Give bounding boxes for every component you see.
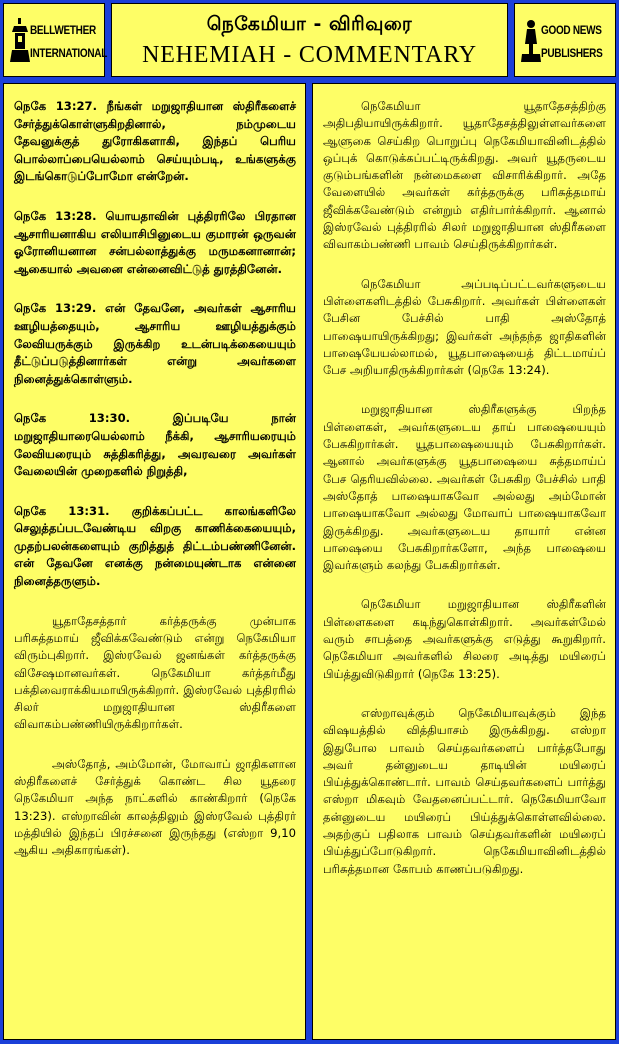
logo-line-2: PUBLISHERS: [541, 47, 603, 61]
publisher-logo-right: [514, 3, 616, 77]
verse-13-28: நெகே 13:28. யொயதாவின் புத்திரரிலே பிரதான ஆசாரியனாகிய எலியாசிபினுடைய குமாரன் ஒருவன் ஓரோனியனான சன்பல்லாத்துக்கு மருமகனானான்; ஆகையால் அவனை என்னைவிட்டுத் துரத்தினேன்.: [14, 208, 296, 276]
commentary-paragraph: நெகேமியா யூதாதேசத்திற்கு அதிபதியாயிருக்கிறார். யூதாதேசத்திலுள்ளவர்களை ஆளுகை செய்கிற பொறுப்பு நெகேமியாவினிடத்தில் ஒப்புக் கொடுக்கப்பட்டிருக்கிறது. அவர் யூதருடைய குடும்பங்களின் நன்மைகளை விசாரிக்கிறார். அதே வேளையில் அவர்கள் கர்த்தருக்கு பரிசுத்தமாய் ஜீவிக்கவேண்டும் என்றும் எதிர்பார்க்கிறார். ஆனால் இஸ்ரவேல் புத்திரரில் சிலர் மறுஜாதியான ஸ்திரீகளை விவாகம்பண்ணி பாவம் செய்திருக்கிறார்கள்.: [323, 99, 606, 252]
header-bar: [3, 3, 616, 77]
bell-tower-icon: [10, 18, 30, 62]
page-title-tamil: நெகேமியா - விரிவுரை: [206, 13, 413, 35]
title-box: [111, 3, 508, 77]
commentary-paragraph: அஸ்தோத், அம்மோன், மோவாப் ஜாதிகளான ஸ்திரீகளைச் சேர்த்துக் கொண்ட சில யூதரை நெகேமியா அந்த நாட்களில் காண்கிறார் (நெகே 13:23). எஸ்றாவின் காலத்திலும் இஸ்ரவேல் புத்திரர் மத்தியில் இந்தப் பிரச்சனை இருந்தது (எஸ்றா 9,10 ஆகிய அதிகாரங்கள்).: [14, 756, 296, 858]
commentary-paragraph: நெகேமியா அப்படிப்பட்டவர்களுடைய பிள்ளைகளிடத்தில் பேசுகிறார். அவர்கள் பிள்ளைகள் பேசின பேச்சில் பாதி அஸ்தோத் பாஷையாயிருக்கிறது; இவர்கள் அந்தந்த ஜாதிகளின் பாஷையேயல்லாமல், யூதபாஷையைத் திட்டமாய்ப் பேச அறியாதிருக்கிறார்கள் (நெகே 13:24).: [323, 276, 606, 378]
good-news-logo: [519, 12, 611, 68]
commentary-paragraph: நெகேமியா மறுஜாதியான ஸ்திரீகளின் பிள்ளைகளை கடிந்துகொள்கிறார். அவர்கள்மேல் வரும் சாபத்தை அவர்களுக்கு எடுத்து கூறுகிறார். நெகேமியா அவர்களில் சிலரை அடித்து மயிரைப் பிய்த்துவிடுகிறார் (நெகே 13:25).: [323, 597, 606, 681]
publisher-logo-left: [3, 3, 108, 77]
commentary-paragraph: யூதாதேசத்தார் கர்த்தருக்கு முன்பாக பரிசுத்தமாய் ஜீவிக்கவேண்டும் என்று நெகேமியா விரும்புகிறார். இஸ்ரவேல் ஜனங்கள் கர்த்தருக்கு விசேஷமானவர்கள். நெகேமியா கர்த்தர்மீது பக்திவைராக்கியமாயிருக்கிறார். இஸ்ரவேல் புத்திரரில் சிலர் மறுஜாதியான ஸ்திரீகளை விவாகம்பண்ணியிருக்கிறார்கள்.: [14, 613, 296, 732]
verse-13-30: நெகே 13:30. இப்படியே நான் மறுஜாதியாரையெல்லாம் நீக்கி, ஆசாரியரையும் லேவியரையும் சுத்திகரித்து, அவரவரை அவர்கள் வேலையின் முறைகளில் நிறுத்தி,: [14, 411, 296, 479]
logo-line-1: BELLWETHER: [30, 24, 96, 38]
right-column: [312, 83, 616, 1040]
logo-line-1: GOOD NEWS: [541, 24, 602, 38]
verse-13-31: நெகே 13:31. குறிக்கப்பட்ட காலங்களிலே செலுத்தப்படவேண்டிய விறகு காணிக்கையையும், முதற்பலன்களையும் குறித்துத் திட்டம்பண்ணினேன். என் தேவனே எனக்கு நன்மையுண்டாக என்னை நினைத்தருளும்.: [14, 503, 296, 589]
page-title-english: NEHEMIAH - COMMENTARY: [142, 42, 477, 68]
bellwether-logo: [8, 12, 108, 68]
logo-line-2: INTERNATIONAL: [30, 47, 108, 61]
lamp-icon: [521, 18, 541, 62]
good-news-logo-text: [541, 20, 613, 66]
verse-13-27: நெகே 13:27. நீங்கள் மறுஜாதியான ஸ்திரீகளைச் சேர்த்துக்கொள்ளுகிறதினால், நம்முடைய தேவனுக்குத் துரோகிகளாகி, இந்தப் பெரிய பொல்லாப்பையெல்லாம் செய்யும்படி, உங்களுக்கு இடங்கொடுப்போமோ என்றேன்.: [14, 99, 296, 184]
commentary-paragraph: எஸ்றாவுக்கும் நெகேமியாவுக்கும் இந்த விஷயத்தில் வித்தியாசம் இருக்கிறது. எஸ்றா இதுபோல பாவம் செய்தவர்களைப் பார்த்தபோது அவர் தன்னுடைய தாடியின் மயிரைப் பிய்த்துக்கொண்டார். பாவம் செய்தவர்களைப் பார்த்து எஸ்றா மிகவும் வேதனைப்பட்டார். நெகேமியாவோ தன்னுடைய மயிரைப் பிய்த்துக்கொள்ளவில்லை. அதற்குப் பதிலாக பாவம் செய்தவர்களின் மயிரைப் பிய்த்துப்போடுகிறார். நெகேமியாவினிடத்தில் பரிசுத்தமான கோபம் காணப்படுகிறது.: [323, 705, 606, 876]
bellwether-logo-text: [30, 20, 108, 66]
left-column: [3, 83, 306, 1040]
verse-13-29: நெகே 13:29. என் தேவனே, அவர்கள் ஆசாரிய ஊழியத்தையும், ஆசாரிய ஊழியத்துக்கும் லேவியருக்கும் இருக்கிற உடன்படிக்கையையும் தீட்டுப்படுத்தினார்கள் என்று அவர்களை நினைத்துக்கொள்ளும்.: [14, 301, 296, 386]
commentary-paragraph: மறுஜாதியான ஸ்திரீகளுக்கு பிறந்த பிள்ளைகள், அவர்களுடைய தாய் பாஷையையும் பேசுகிறார்கள். யூதபாஷையையும் பேசுகிறார்கள். ஆனால் அவர்களுக்கு யூதபாஷையை சுத்தமாய்ப் பேச தெரியவில்லை. அவர்கள் பேசுகிற பேச்சில் பாதி அஸ்தோத் பாஷையாகவோ அல்லது அம்மோன் பாஷையாகவோ அல்லது மோவாப் பாஷையாகவோ இருக்கிறது. அவர்களுடைய தாயார் என்ன பாஷையை பேசுகிறார்களோ, அந்த பாஷையை இவர்களும் கலந்து பேசுகிறார்கள்.: [323, 402, 606, 573]
